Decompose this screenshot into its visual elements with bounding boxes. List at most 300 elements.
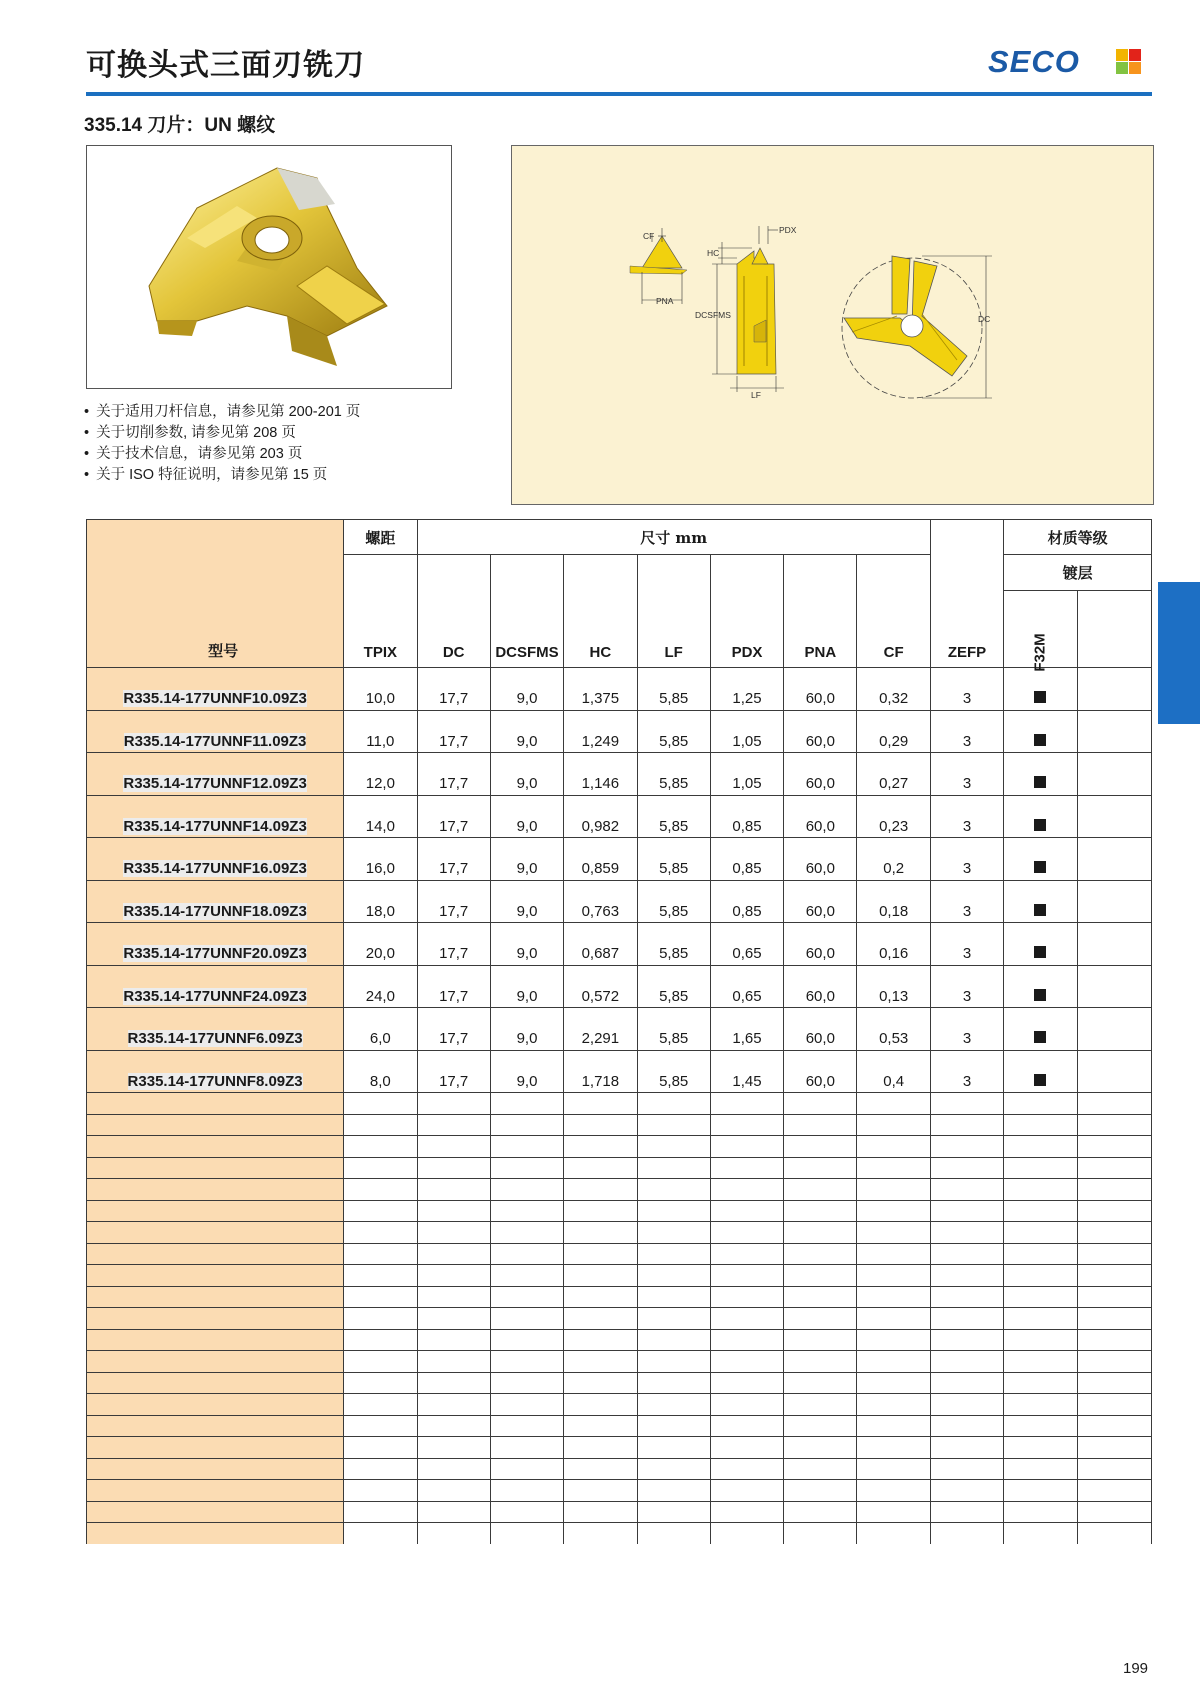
table-cell [564, 1394, 637, 1416]
table-cell [344, 1308, 417, 1330]
table-cell [87, 1437, 344, 1459]
cell-model [87, 858, 344, 880]
cell-dc: 17,7 [417, 1028, 490, 1050]
table-cell [344, 1222, 417, 1244]
cell-grade-f32m [1004, 1071, 1077, 1093]
table-cell [87, 1458, 344, 1480]
cell-pdx: 1,65 [710, 1028, 783, 1050]
insert-spec-table [86, 519, 1152, 1544]
cell-dc: 17,7 [417, 986, 490, 1008]
table-cell [344, 1523, 417, 1544]
table-cell [490, 1480, 563, 1502]
table-spacer-row [87, 753, 1152, 774]
table-cell [87, 1093, 344, 1115]
cell-tpix: 12,0 [344, 773, 417, 795]
cell-lf: 5,85 [637, 773, 710, 795]
stock-square-icon [1034, 1074, 1046, 1086]
cell-hc: 0,763 [564, 901, 637, 923]
model-code: R335.14-177UNNF18.09Z3 [123, 902, 307, 920]
table-cell [637, 753, 710, 774]
header-grade-empty [1077, 591, 1151, 668]
insert-dimension-drawing [512, 146, 1153, 504]
table-cell [857, 1351, 930, 1373]
cell-hc: 0,982 [564, 816, 637, 838]
table-empty-row [87, 1394, 1152, 1416]
table-cell [417, 1200, 490, 1222]
table-cell [710, 1179, 783, 1201]
table-cell [637, 1394, 710, 1416]
table-cell [490, 1050, 563, 1071]
table-cell [784, 1093, 857, 1115]
cell-tpix: 14,0 [344, 816, 417, 838]
stock-square-icon [1034, 946, 1046, 958]
table-cell [857, 965, 930, 986]
cell-dcsfms: 9,0 [490, 1028, 563, 1050]
table-cell [784, 1179, 857, 1201]
cell-dcsfms: 9,0 [490, 816, 563, 838]
table-cell [564, 1501, 637, 1523]
table-cell [930, 1008, 1003, 1029]
table-cell [417, 1179, 490, 1201]
model-code: R335.14-177UNNF8.09Z3 [127, 1072, 303, 1090]
table-cell [564, 923, 637, 944]
table-cell [1004, 923, 1077, 944]
table-cell [857, 1308, 930, 1330]
table-row [87, 858, 1152, 880]
header-coating: 镀层 [1004, 555, 1152, 591]
table-row [87, 986, 1152, 1008]
model-code: R335.14-177UNNF16.09Z3 [123, 860, 307, 878]
table-cell [344, 1050, 417, 1071]
stock-square-icon [1034, 1031, 1046, 1043]
cell-model [87, 1028, 344, 1050]
cell-zefp: 3 [930, 816, 1003, 838]
cell-model [87, 901, 344, 923]
table-row [87, 943, 1152, 965]
cell-dc: 17,7 [417, 816, 490, 838]
table-cell [564, 1179, 637, 1201]
cell-grade-empty [1077, 1028, 1151, 1050]
table-cell [417, 1243, 490, 1265]
cell-dc: 17,7 [417, 688, 490, 710]
table-spacer-row [87, 838, 1152, 859]
cell-hc: 0,859 [564, 858, 637, 880]
table-cell [930, 1329, 1003, 1351]
cell-lf: 5,85 [637, 943, 710, 965]
table-cell [930, 1501, 1003, 1523]
table-cell [710, 1114, 783, 1136]
table-cell [417, 1008, 490, 1029]
header-pna: PNA [784, 555, 857, 668]
cell-grade-f32m [1004, 816, 1077, 838]
stock-square-icon [1034, 989, 1046, 1001]
table-cell [784, 880, 857, 901]
table-cell [417, 1437, 490, 1459]
dimension-diagram [511, 145, 1154, 505]
table-cell [344, 1437, 417, 1459]
cell-grade-empty [1077, 1071, 1151, 1093]
table-cell [344, 1501, 417, 1523]
cell-pna: 60,0 [784, 986, 857, 1008]
table-cell [564, 1458, 637, 1480]
header-dcsfms: DCSFMS [490, 555, 563, 668]
cell-lf: 5,85 [637, 858, 710, 880]
table-cell [784, 1351, 857, 1373]
stock-square-icon [1034, 776, 1046, 788]
note-item: • 关于适用刀杆信息，请参见第 200-201 页 [84, 402, 360, 423]
table-cell [710, 1008, 783, 1029]
cell-cf: 0,32 [857, 688, 930, 710]
table-cell [1077, 1437, 1151, 1459]
table-cell [87, 1114, 344, 1136]
table-cell [784, 1114, 857, 1136]
table-cell [784, 1308, 857, 1330]
table-cell [344, 1093, 417, 1115]
table-spacer-row [87, 923, 1152, 944]
reference-notes [84, 402, 360, 486]
table-cell [344, 1157, 417, 1179]
cell-cf: 0,2 [857, 858, 930, 880]
table-cell [344, 965, 417, 986]
table-cell [930, 1179, 1003, 1201]
table-cell [417, 1093, 490, 1115]
table-cell [87, 710, 344, 731]
header-lf: LF [637, 555, 710, 668]
cell-zefp: 3 [930, 943, 1003, 965]
cell-grade-empty [1077, 688, 1151, 710]
table-cell [637, 1265, 710, 1287]
table-cell [87, 1136, 344, 1158]
cell-dc: 17,7 [417, 731, 490, 753]
table-cell [784, 1329, 857, 1351]
table-cell [417, 795, 490, 816]
table-cell [710, 1265, 783, 1287]
stock-square-icon [1034, 819, 1046, 831]
table-cell [1077, 1372, 1151, 1394]
table-empty-row [87, 1458, 1152, 1480]
table-cell [637, 1050, 710, 1071]
cell-pna: 60,0 [784, 858, 857, 880]
table-cell [857, 710, 930, 731]
table-cell [930, 710, 1003, 731]
table-cell [87, 1050, 344, 1071]
table-cell [564, 1222, 637, 1244]
table-cell [857, 838, 930, 859]
table-cell [1077, 880, 1151, 901]
table-cell [490, 880, 563, 901]
table-cell [637, 838, 710, 859]
grade-label: F32M [1031, 633, 1049, 672]
table-empty-row [87, 1523, 1152, 1544]
table-cell [1004, 1308, 1077, 1330]
table-cell [710, 1458, 783, 1480]
table-cell [344, 923, 417, 944]
table-cell [1077, 923, 1151, 944]
table-cell [1004, 1372, 1077, 1394]
cell-grade-f32m [1004, 858, 1077, 880]
cell-grade-empty [1077, 986, 1151, 1008]
table-cell [344, 1136, 417, 1158]
table-empty-row [87, 1157, 1152, 1179]
table-cell [930, 923, 1003, 944]
table-cell [710, 1093, 783, 1115]
table-cell [344, 1351, 417, 1373]
table-cell [784, 1501, 857, 1523]
cell-lf: 5,85 [637, 1071, 710, 1093]
cell-grade-empty [1077, 943, 1151, 965]
table-cell [784, 1243, 857, 1265]
table-cell [784, 1480, 857, 1502]
cell-grade-f32m [1004, 986, 1077, 1008]
cell-pna: 60,0 [784, 1028, 857, 1050]
cell-lf: 5,85 [637, 1028, 710, 1050]
table-cell [87, 1008, 344, 1029]
table-cell [490, 1437, 563, 1459]
table-cell [87, 1501, 344, 1523]
table-cell [1077, 1458, 1151, 1480]
table-cell [344, 1458, 417, 1480]
cell-zefp: 3 [930, 773, 1003, 795]
table-row [87, 901, 1152, 923]
table-empty-row [87, 1179, 1152, 1201]
table-cell [1077, 1179, 1151, 1201]
cell-pna: 60,0 [784, 731, 857, 753]
cell-pna: 60,0 [784, 688, 857, 710]
table-cell [564, 1093, 637, 1115]
cell-hc: 2,291 [564, 1028, 637, 1050]
cell-tpix: 16,0 [344, 858, 417, 880]
header-material-grade: 材质等级 [1004, 520, 1152, 555]
table-cell [344, 880, 417, 901]
model-code: R335.14-177UNNF24.09Z3 [123, 987, 307, 1005]
table-cell [857, 1458, 930, 1480]
cell-pdx: 1,45 [710, 1071, 783, 1093]
table-cell [857, 880, 930, 901]
table-cell [490, 753, 563, 774]
table-cell [637, 1329, 710, 1351]
table-cell [710, 1501, 783, 1523]
table-cell [1077, 1243, 1151, 1265]
table-cell [784, 1008, 857, 1029]
table-cell [344, 1114, 417, 1136]
table-cell [784, 965, 857, 986]
table-cell [857, 1179, 930, 1201]
cell-grade-f32m [1004, 943, 1077, 965]
cell-zefp: 3 [930, 901, 1003, 923]
cell-dcsfms: 9,0 [490, 688, 563, 710]
cell-pna: 60,0 [784, 1071, 857, 1093]
table-cell [490, 795, 563, 816]
logo-text: SECO [988, 44, 1080, 79]
cell-cf: 0,53 [857, 1028, 930, 1050]
table-cell [564, 1286, 637, 1308]
table-cell [857, 1523, 930, 1544]
table-cell [1077, 965, 1151, 986]
cell-lf: 5,85 [637, 986, 710, 1008]
table-cell [417, 710, 490, 731]
table-cell [87, 795, 344, 816]
table-cell [1004, 1437, 1077, 1459]
table-empty-row [87, 1114, 1152, 1136]
table-cell [637, 1008, 710, 1029]
label-dc: DC [978, 314, 991, 324]
table-cell [564, 1114, 637, 1136]
table-cell [344, 1394, 417, 1416]
table-cell [930, 1372, 1003, 1394]
table-cell [710, 1329, 783, 1351]
table-cell [1004, 1157, 1077, 1179]
table-cell [710, 753, 783, 774]
note-item: • 关于 ISO 特征说明，请参见第 15 页 [84, 465, 360, 486]
table-cell [930, 838, 1003, 859]
table-cell [637, 1372, 710, 1394]
cell-pdx: 0,65 [710, 943, 783, 965]
table-cell [417, 1222, 490, 1244]
cell-zefp: 3 [930, 1028, 1003, 1050]
table-cell [784, 1200, 857, 1222]
cell-cf: 0,29 [857, 731, 930, 753]
table-cell [490, 1114, 563, 1136]
table-cell [564, 838, 637, 859]
table-cell [857, 1415, 930, 1437]
table-cell [344, 1243, 417, 1265]
table-cell [417, 1157, 490, 1179]
table-cell [637, 1501, 710, 1523]
cell-pdx: 1,05 [710, 731, 783, 753]
header-pdx: PDX [710, 555, 783, 668]
cell-dc: 17,7 [417, 943, 490, 965]
table-cell [857, 1157, 930, 1179]
table-cell [857, 1222, 930, 1244]
table-cell [637, 1157, 710, 1179]
table-cell [637, 1480, 710, 1502]
table-cell [490, 1157, 563, 1179]
cell-hc: 0,572 [564, 986, 637, 1008]
table-cell [417, 1480, 490, 1502]
table-empty-row [87, 1265, 1152, 1287]
table-cell [637, 1179, 710, 1201]
cell-hc: 1,375 [564, 688, 637, 710]
table-cell [1004, 1008, 1077, 1029]
table-cell [637, 668, 710, 689]
label-lf: LF [751, 390, 761, 400]
table-cell [637, 965, 710, 986]
table-cell [417, 1265, 490, 1287]
table-cell [857, 1372, 930, 1394]
header-zefp: ZEFP [930, 520, 1003, 668]
table-cell [490, 1136, 563, 1158]
table-cell [564, 668, 637, 689]
cell-pdx: 1,25 [710, 688, 783, 710]
table-cell [1077, 1415, 1151, 1437]
table-cell [417, 965, 490, 986]
table-cell [930, 1093, 1003, 1115]
table-cell [637, 1093, 710, 1115]
cell-dc: 17,7 [417, 858, 490, 880]
table-cell [857, 1008, 930, 1029]
table-cell [857, 1329, 930, 1351]
table-spacer-row [87, 1008, 1152, 1029]
cell-model [87, 986, 344, 1008]
table-cell [490, 1008, 563, 1029]
table-cell [930, 1265, 1003, 1287]
table-cell [784, 923, 857, 944]
table-empty-row [87, 1093, 1152, 1115]
table-cell [417, 1394, 490, 1416]
table-cell [930, 1480, 1003, 1502]
table-cell [87, 1200, 344, 1222]
table-cell [1077, 1136, 1151, 1158]
table-cell [490, 1415, 563, 1437]
table-spacer-row [87, 668, 1152, 689]
table-cell [87, 1265, 344, 1287]
table-cell [1004, 965, 1077, 986]
cell-model [87, 816, 344, 838]
table-empty-row [87, 1501, 1152, 1523]
header-hc: HC [564, 555, 637, 668]
table-cell [710, 1351, 783, 1373]
table-cell [344, 1179, 417, 1201]
cell-zefp: 3 [930, 1071, 1003, 1093]
table-cell [710, 795, 783, 816]
cell-cf: 0,16 [857, 943, 930, 965]
table-cell [857, 1093, 930, 1115]
table-cell [930, 1351, 1003, 1373]
cell-lf: 5,85 [637, 688, 710, 710]
table-cell [564, 1523, 637, 1544]
table-cell [637, 1200, 710, 1222]
cell-zefp: 3 [930, 688, 1003, 710]
table-cell [1004, 1200, 1077, 1222]
cell-grade-empty [1077, 731, 1151, 753]
table-cell [344, 1329, 417, 1351]
table-cell [784, 1222, 857, 1244]
table-cell [87, 753, 344, 774]
table-cell [490, 1372, 563, 1394]
table-cell [344, 1265, 417, 1287]
model-code: R335.14-177UNNF12.09Z3 [123, 775, 307, 793]
table-spacer-row [87, 965, 1152, 986]
table-cell [1077, 1480, 1151, 1502]
table-empty-row [87, 1200, 1152, 1222]
model-code: R335.14-177UNNF11.09Z3 [123, 732, 307, 750]
cell-grade-f32m [1004, 731, 1077, 753]
cell-dcsfms: 9,0 [490, 731, 563, 753]
table-cell [87, 1286, 344, 1308]
table-cell [417, 1050, 490, 1071]
table-cell [857, 1243, 930, 1265]
table-cell [1077, 1286, 1151, 1308]
table-cell [344, 668, 417, 689]
table-cell [1004, 1114, 1077, 1136]
table-cell [417, 1372, 490, 1394]
table-cell [1004, 1329, 1077, 1351]
table-cell [344, 1008, 417, 1029]
table-cell [637, 1458, 710, 1480]
table-cell [710, 1286, 783, 1308]
table-cell [1077, 1222, 1151, 1244]
table-cell [1004, 1394, 1077, 1416]
table-cell [87, 1351, 344, 1373]
table-cell [87, 1222, 344, 1244]
table-empty-row [87, 1437, 1152, 1459]
table-cell [930, 1114, 1003, 1136]
table-cell [1077, 1200, 1151, 1222]
page-number: 199 [1123, 1660, 1149, 1677]
table-cell [784, 1286, 857, 1308]
table-empty-row [87, 1308, 1152, 1330]
model-code: R335.14-177UNNF10.09Z3 [123, 690, 307, 708]
